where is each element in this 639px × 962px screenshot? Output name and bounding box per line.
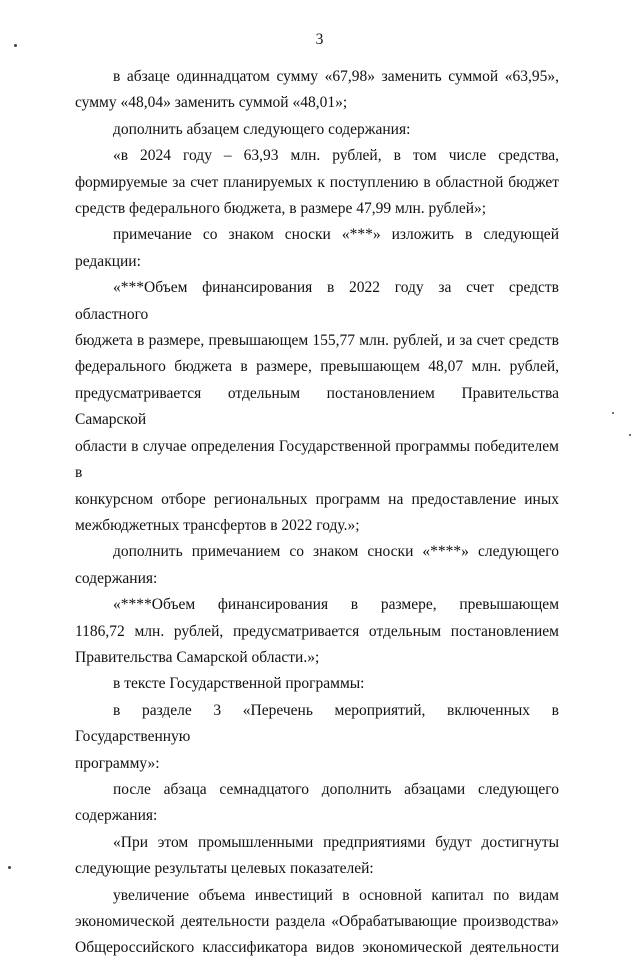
- text-line: «****Объем финансирования в размере, превышающем: [113, 596, 559, 614]
- text-line: «***Объем финансирования в 2022 году за счет средств областного: [75, 279, 559, 323]
- text-line: конкурсном отборе региональных программ на предоставление иных: [75, 490, 559, 508]
- text-line: сумму «48,04» заменить суммой «48,01»;: [75, 94, 348, 112]
- text-line: следующие результаты целевых показателей:: [75, 860, 374, 878]
- text-line: дополнить примечанием со знаком сноски «****» следующего: [113, 543, 559, 561]
- text-line: бюджета в размере, превышающем 155,77 млн. рублей, и за счет средств: [75, 332, 559, 350]
- text-line: «в 2024 году – 63,93 млн. рублей, в том числе средства,: [113, 147, 559, 165]
- text-line: в тексте Государственной программы:: [113, 675, 365, 693]
- text-line: предусматривается отдельным постановлением Правительства Самарской: [75, 384, 559, 429]
- scan-speck: [8, 866, 11, 869]
- text-line: увеличение объема инвестиций в основной капитал по видам: [113, 886, 559, 904]
- page-number: 3: [315, 31, 324, 48]
- text-line: Общероссийского классификатора видов экономической деятельности: [75, 939, 559, 957]
- text-line: программу»:: [75, 754, 160, 772]
- scan-speck: [612, 412, 614, 414]
- text-line: области в случае определения Государственной программы победителем в: [75, 437, 559, 482]
- text-line: после абзаца семнадцатого дополнить абзацами следующего: [113, 780, 559, 798]
- text-line: межбюджетных трансфертов в 2022 году.»;: [75, 516, 360, 534]
- text-line: в разделе 3 «Перечень мероприятий, включенных в Государственную: [75, 701, 559, 746]
- text-line: экономической деятельности раздела «Обрабатывающие производства»: [75, 913, 559, 930]
- text-line: Правительства Самарской области.»;: [75, 648, 320, 666]
- text-line: редакции:: [75, 252, 141, 270]
- text-line: «При этом промышленными предприятиями будут достигнуты: [113, 833, 559, 851]
- text-line: содержания:: [75, 569, 158, 587]
- scan-speck: [629, 434, 631, 436]
- text-line: федерального бюджета в размере, превышающем 48,07 млн. рублей,: [75, 358, 559, 376]
- text-line: содержания:: [75, 807, 158, 825]
- text-line: дополнить абзацем следующего содержания:: [113, 120, 411, 138]
- text-line: формируемые за счет планируемых к поступлению в областной бюджет: [75, 173, 559, 191]
- text-line: в абзаце одиннадцатом сумму «67,98» заменить суммой «63,95»,: [113, 68, 559, 85]
- text-line: примечание со знаком сноски «***» изложить в следующей: [113, 226, 559, 244]
- text-line: средств федерального бюджета, в размере 47,99 млн. рублей»;: [75, 200, 487, 218]
- text-line: 1186,72 млн. рублей, предусматривается отдельным постановлением: [75, 622, 559, 640]
- document-body: [75, 64, 559, 962]
- scan-speck: [14, 44, 17, 47]
